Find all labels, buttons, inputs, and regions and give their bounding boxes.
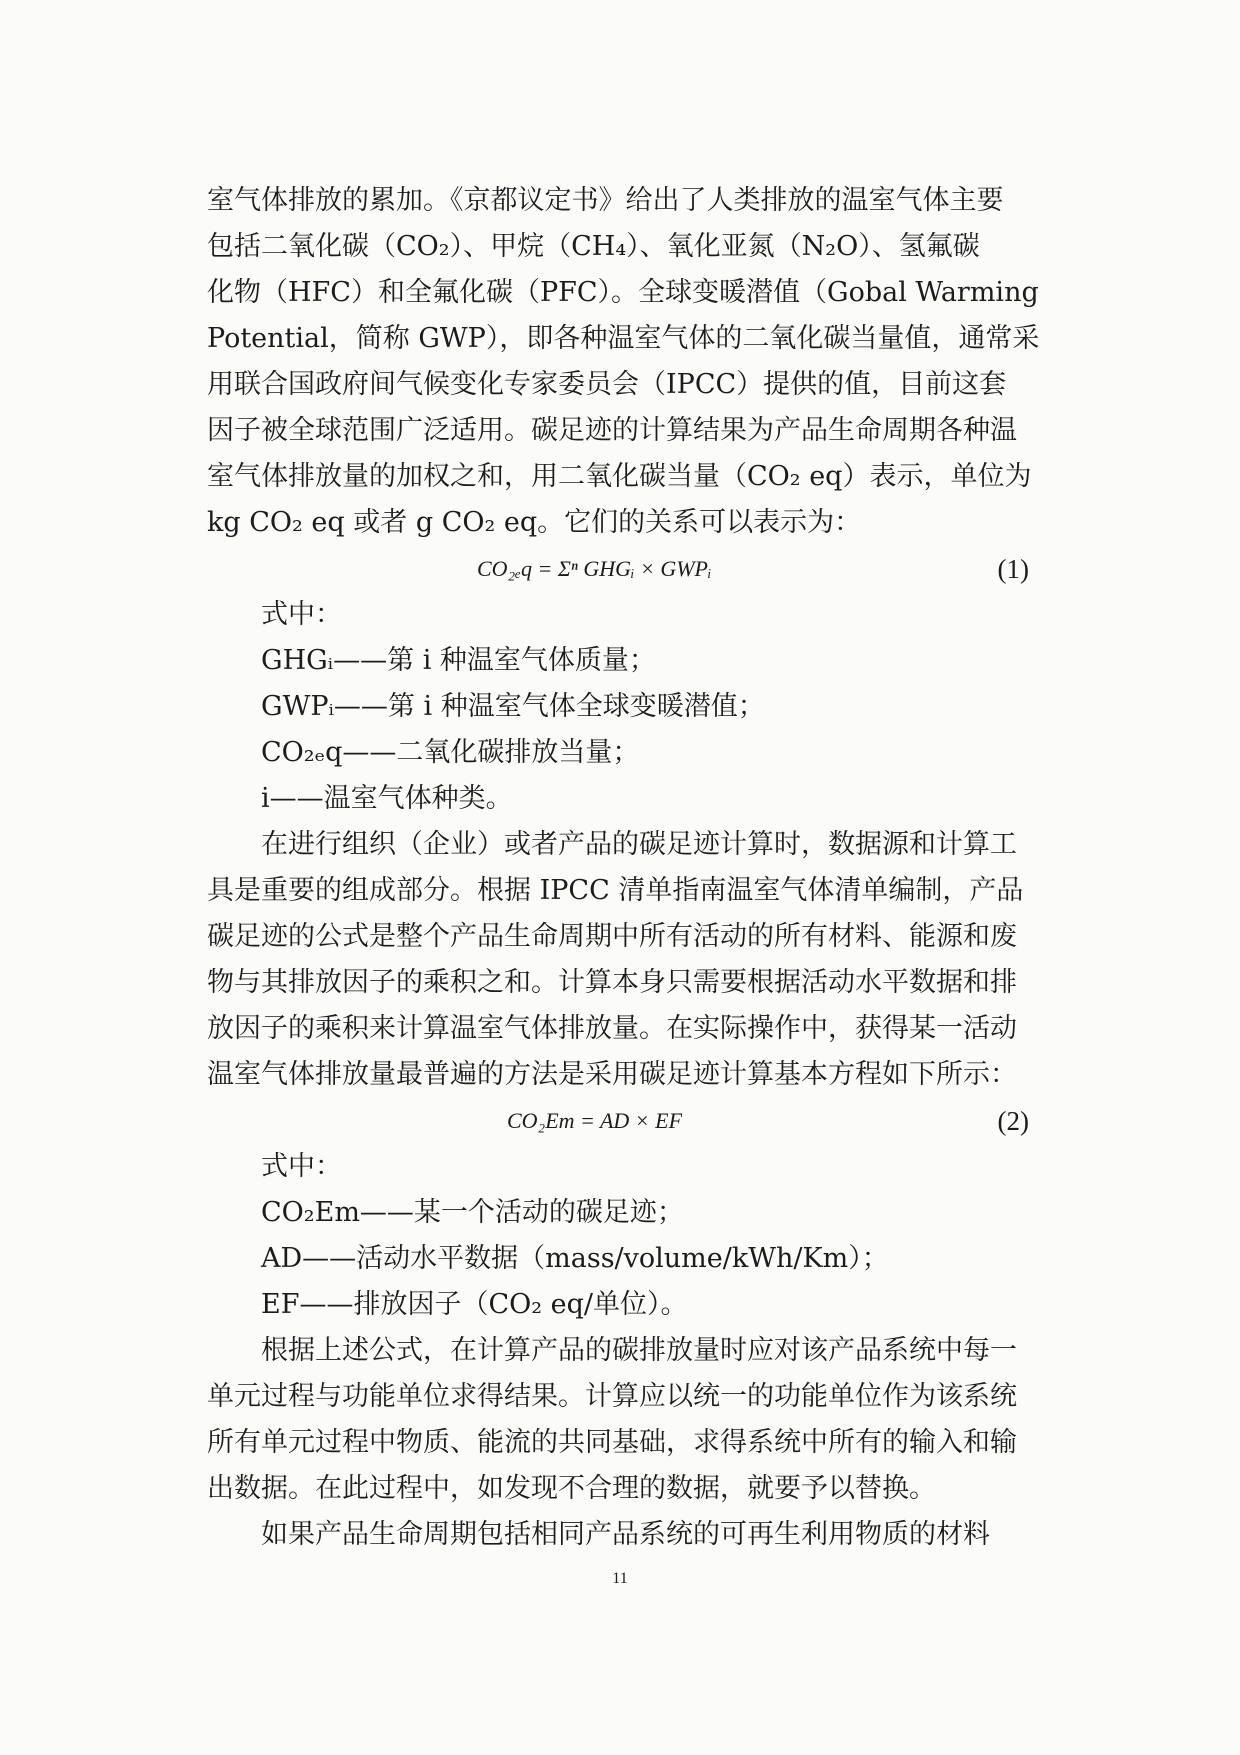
- text-line: 用联合国政府间气候变化专家委员会（IPCC）提供的值，目前这套: [207, 369, 1007, 400]
- text-line: 温室气体排放量最普遍的方法是采用碳足迹计算基本方程如下所示：: [207, 1059, 1017, 1090]
- paragraph-1: [207, 178, 1040, 546]
- text-line: 室气体排放的累加。《京都议定书》给出了人类排放的温室气体主要: [207, 185, 1004, 216]
- where-label: 式中：: [261, 599, 342, 630]
- text-line: 具是重要的组成部分。根据 IPCC 清单指南温室气体清单编制，产品: [207, 875, 1024, 906]
- definition-list-1: [207, 638, 1037, 822]
- text-line: 如果产品生命周期包括相同产品系统的可再生利用物质的材料: [261, 1519, 990, 1550]
- definition-item: AD——活动水平数据（mass/volume/kWh/Km）；: [261, 1243, 889, 1274]
- text-line: kg CO₂ eq 或者 g CO₂ eq。它们的关系可以表示为：: [207, 507, 862, 538]
- text-line: 单元过程与功能单位求得结果。计算应以统一的功能单位作为该系统: [207, 1381, 1017, 1412]
- formula-expression: CO₂ₑq = Σⁿ GHGᵢ × GWPᵢ: [477, 556, 712, 581]
- text-line: 碳足迹的公式是整个产品生命周期中所有活动的所有材料、能源和废: [207, 921, 1017, 952]
- text-line: 化物（HFC）和全氟化碳（PFC）。全球变暖潜值（Gobal Warming: [207, 277, 1039, 308]
- definition-item: EF——排放因子（CO₂ eq/单位）。: [261, 1289, 688, 1320]
- formula-expression: CO₂Em = AD × EF: [507, 1108, 683, 1133]
- text-line: 所有单元过程中物质、能流的共同基础，求得系统中所有的输入和输: [207, 1427, 1017, 1458]
- paragraph-4: [207, 1512, 1037, 1558]
- definition-item: i——温室气体种类。: [261, 783, 513, 814]
- where-label: 式中：: [261, 1151, 342, 1182]
- formula-1: [207, 546, 1037, 592]
- paragraph-2: [207, 822, 1037, 1098]
- page-number: 11: [612, 1570, 628, 1587]
- page-body: [207, 178, 1040, 1558]
- equation-number: (1): [997, 554, 1029, 584]
- text-line: Potential，简称 GWP），即各种温室气体的二氧化碳当量值，通常采: [207, 323, 1040, 354]
- definition-item: CO₂Em——某一个活动的碳足迹；: [261, 1197, 684, 1228]
- definition-list-2: [207, 1190, 1037, 1328]
- text-line: 出数据。在此过程中，如发现不合理的数据，就要予以替换。: [207, 1473, 936, 1504]
- text-line: 在进行组织（企业）或者产品的碳足迹计算时，数据源和计算工: [261, 829, 1017, 860]
- equation-number: (2): [997, 1106, 1029, 1136]
- definition-item: GWPᵢ——第 i 种温室气体全球变暖潜值；: [261, 691, 765, 722]
- definition-item: CO₂ₑq——二氧化碳排放当量；: [261, 737, 640, 768]
- text-line: 包括二氧化碳（CO₂）、甲烷（CH₄）、氧化亚氮（N₂O）、氢氟碳: [207, 231, 980, 262]
- definition-item: GHGᵢ——第 i 种温室气体质量；: [261, 645, 656, 676]
- text-line: 放因子的乘积来计算温室气体排放量。在实际操作中，获得某一活动: [207, 1013, 1017, 1044]
- text-line: 物与其排放因子的乘积之和。计算本身只需要根据活动水平数据和排: [207, 967, 1017, 998]
- text-line: 根据上述公式，在计算产品的碳排放量时应对该产品系统中每一: [261, 1335, 1017, 1366]
- formula-2: [207, 1098, 1037, 1144]
- text-line: 因子被全球范围广泛适用。碳足迹的计算结果为产品生命周期各种温: [207, 415, 1017, 446]
- text-line: 室气体排放量的加权之和，用二氧化碳当量（CO₂ eq）表示，单位为: [207, 461, 1032, 492]
- paragraph-3: [207, 1328, 1037, 1512]
